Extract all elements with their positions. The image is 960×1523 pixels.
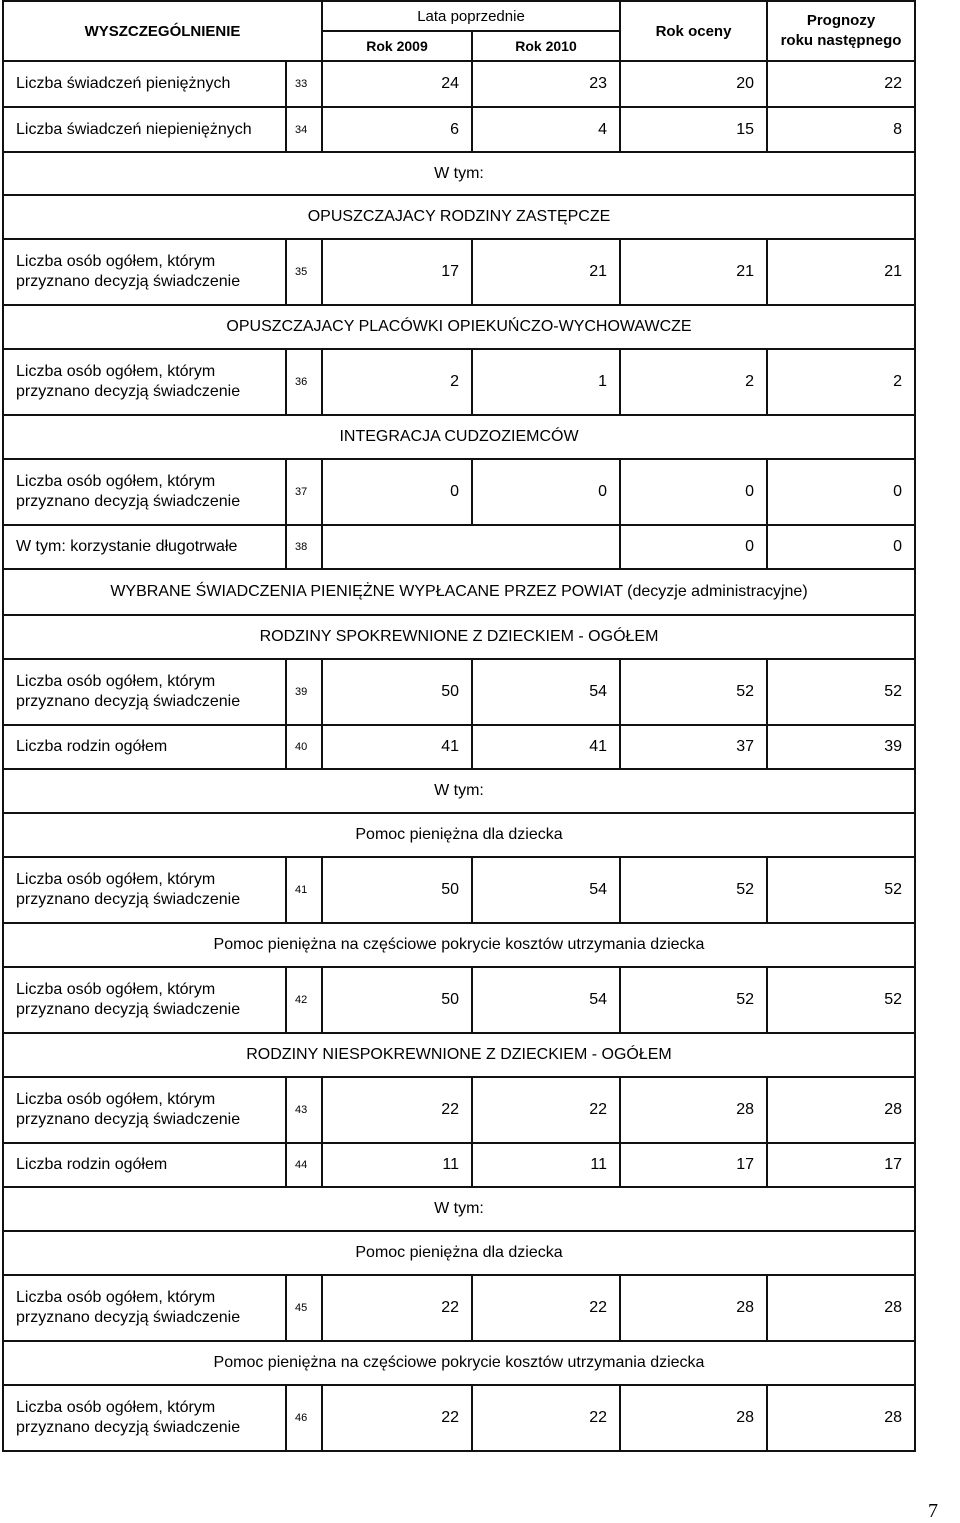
row-label bbox=[3, 1077, 286, 1143]
value-2009: 50 bbox=[322, 659, 472, 725]
table-row bbox=[3, 525, 915, 569]
value-2009: 22 bbox=[322, 1275, 472, 1341]
header-label-column: WYSZCZEGÓLNIENIE bbox=[3, 1, 322, 61]
value-2010: 22 bbox=[472, 1385, 620, 1451]
value-eval: 17 bbox=[620, 1143, 767, 1187]
table-row bbox=[3, 1385, 915, 1451]
value-2010: 54 bbox=[472, 857, 620, 923]
value-forecast: 21 bbox=[767, 239, 915, 305]
table-row bbox=[3, 1275, 915, 1341]
header-year-2009: Rok 2009 bbox=[322, 31, 472, 61]
row-label-line2: przyznano decyzją świadczenie bbox=[16, 1001, 241, 1018]
value-eval: 52 bbox=[620, 857, 767, 923]
header-forecast-line2: roku następnego bbox=[780, 32, 902, 49]
value-forecast: 39 bbox=[767, 725, 915, 769]
header-eval-year: Rok oceny bbox=[620, 1, 767, 61]
value-eval: 52 bbox=[620, 967, 767, 1033]
value-2010: 54 bbox=[472, 967, 620, 1033]
section-w-tym: W tym: bbox=[3, 769, 915, 813]
value-2010: 22 bbox=[472, 1077, 620, 1143]
row-label bbox=[3, 459, 286, 525]
value-2010: 11 bbox=[472, 1143, 620, 1187]
value-2009: 22 bbox=[322, 1385, 472, 1451]
value-2010: 0 bbox=[472, 459, 620, 525]
value-2010: 41 bbox=[472, 725, 620, 769]
row-number: 41 bbox=[286, 857, 322, 923]
table-row bbox=[3, 1077, 915, 1143]
row-number: 33 bbox=[286, 61, 322, 107]
value-forecast: 28 bbox=[767, 1077, 915, 1143]
value-2010: 21 bbox=[472, 239, 620, 305]
value-2009: 0 bbox=[322, 459, 472, 525]
section-pomoc-czesciowa: Pomoc pieniężna na częściowe pokrycie kosztów utrzymania dziecka bbox=[3, 1341, 915, 1385]
table-row bbox=[3, 967, 915, 1033]
row-label: Liczba świadczeń niepieniężnych bbox=[3, 107, 286, 152]
value-forecast: 28 bbox=[767, 1385, 915, 1451]
value-eval: 20 bbox=[620, 61, 767, 107]
row-number: 40 bbox=[286, 725, 322, 769]
value-forecast: 0 bbox=[767, 525, 915, 569]
header-prev-years: Lata poprzednie bbox=[322, 1, 620, 31]
section-opuszczajacy-rodziny: OPUSZCZAJACY RODZINY ZASTĘPCZE bbox=[3, 195, 915, 239]
row-number: 37 bbox=[286, 459, 322, 525]
value-2009: 6 bbox=[322, 107, 472, 152]
value-2009: 2 bbox=[322, 349, 472, 415]
table-row bbox=[3, 857, 915, 923]
row-label-line1: Liczba osób ogółem, którym bbox=[16, 1399, 216, 1416]
row-label-line1: Liczba osób ogółem, którym bbox=[16, 673, 216, 690]
value-forecast: 8 bbox=[767, 107, 915, 152]
row-number: 46 bbox=[286, 1385, 322, 1451]
value-eval: 52 bbox=[620, 659, 767, 725]
table-row bbox=[3, 61, 915, 107]
row-number: 42 bbox=[286, 967, 322, 1033]
row-label bbox=[3, 1275, 286, 1341]
value-forecast: 52 bbox=[767, 967, 915, 1033]
value-forecast: 0 bbox=[767, 459, 915, 525]
row-number: 38 bbox=[286, 525, 322, 569]
value-2009: 17 bbox=[322, 239, 472, 305]
table-row bbox=[3, 725, 915, 769]
value-2010: 23 bbox=[472, 61, 620, 107]
value-eval: 2 bbox=[620, 349, 767, 415]
row-label-line2: przyznano decyzją świadczenie bbox=[16, 273, 241, 290]
value-eval: 21 bbox=[620, 239, 767, 305]
header-year-2010: Rok 2010 bbox=[472, 31, 620, 61]
row-label bbox=[3, 857, 286, 923]
row-label bbox=[3, 659, 286, 725]
table-row bbox=[3, 107, 915, 152]
value-2010: 4 bbox=[472, 107, 620, 152]
row-label-line1: Liczba osób ogółem, którym bbox=[16, 871, 216, 888]
value-2009: 50 bbox=[322, 967, 472, 1033]
row-label-line1: Liczba osób ogółem, którym bbox=[16, 1091, 216, 1108]
header-forecast-line1: Prognozy bbox=[806, 12, 876, 29]
section-pomoc-dla-dziecka: Pomoc pieniężna dla dziecka bbox=[3, 1231, 915, 1275]
value-2009: 11 bbox=[322, 1143, 472, 1187]
row-number: 44 bbox=[286, 1143, 322, 1187]
row-label bbox=[3, 967, 286, 1033]
section-rodziny-spokrewnione: RODZINY SPOKREWNIONE Z DZIECKIEM - OGÓŁEM bbox=[3, 615, 915, 659]
report-table bbox=[2, 0, 916, 1452]
value-2009: 22 bbox=[322, 1077, 472, 1143]
row-number: 35 bbox=[286, 239, 322, 305]
section-w-tym: W tym: bbox=[3, 1187, 915, 1231]
row-label-line2: przyznano decyzją świadczenie bbox=[16, 383, 241, 400]
value-2009: 24 bbox=[322, 61, 472, 107]
section-pomoc-dla-dziecka: Pomoc pieniężna dla dziecka bbox=[3, 813, 915, 857]
section-rodziny-niespokrewnione: RODZINY NIESPOKREWNIONE Z DZIECKIEM - OGÓŁEM bbox=[3, 1033, 915, 1077]
row-label-line1: Liczba osób ogółem, którym bbox=[16, 1289, 216, 1306]
row-number: 39 bbox=[286, 659, 322, 725]
row-label-line1: Liczba osób ogółem, którym bbox=[16, 473, 216, 490]
value-eval: 28 bbox=[620, 1385, 767, 1451]
value-eval: 28 bbox=[620, 1077, 767, 1143]
table-row bbox=[3, 239, 915, 305]
row-label-line2: przyznano decyzją świadczenie bbox=[16, 891, 241, 908]
value-2010: 54 bbox=[472, 659, 620, 725]
row-number: 45 bbox=[286, 1275, 322, 1341]
row-number: 36 bbox=[286, 349, 322, 415]
row-label-line1: Liczba osób ogółem, którym bbox=[16, 981, 216, 998]
value-prev-years-empty bbox=[322, 525, 620, 569]
value-2009: 50 bbox=[322, 857, 472, 923]
row-label-line1: Liczba osób ogółem, którym bbox=[16, 363, 216, 380]
page-number: 7 bbox=[928, 1500, 938, 1522]
row-label-line1: Liczba osób ogółem, którym bbox=[16, 253, 216, 270]
row-label: W tym: korzystanie długotrwałe bbox=[3, 525, 286, 569]
row-number: 34 bbox=[286, 107, 322, 152]
value-forecast: 52 bbox=[767, 857, 915, 923]
row-label-line2: przyznano decyzją świadczenie bbox=[16, 1419, 241, 1436]
row-number: 43 bbox=[286, 1077, 322, 1143]
value-forecast: 22 bbox=[767, 61, 915, 107]
section-w-tym: W tym: bbox=[3, 152, 915, 195]
value-forecast: 52 bbox=[767, 659, 915, 725]
row-label bbox=[3, 239, 286, 305]
value-eval: 0 bbox=[620, 525, 767, 569]
row-label: Liczba świadczeń pieniężnych bbox=[3, 61, 286, 107]
section-integracja: INTEGRACJA CUDZOZIEMCÓW bbox=[3, 415, 915, 459]
row-label: Liczba rodzin ogółem bbox=[3, 725, 286, 769]
value-2010: 22 bbox=[472, 1275, 620, 1341]
value-2009: 41 bbox=[322, 725, 472, 769]
header-forecast bbox=[767, 1, 915, 61]
table-row bbox=[3, 659, 915, 725]
table-row bbox=[3, 349, 915, 415]
value-eval: 28 bbox=[620, 1275, 767, 1341]
section-pomoc-czesciowa: Pomoc pieniężna na częściowe pokrycie kosztów utrzymania dziecka bbox=[3, 923, 915, 967]
section-wybrane-swiadczenia: WYBRANE ŚWIADCZENIA PIENIĘŻNE WYPŁACANE PRZEZ POWIAT (decyzje administracyjne) bbox=[3, 569, 915, 615]
value-2010: 1 bbox=[472, 349, 620, 415]
row-label: Liczba rodzin ogółem bbox=[3, 1143, 286, 1187]
section-opuszczajacy-placowki: OPUSZCZAJACY PLACÓWKI OPIEKUŃCZO-WYCHOWAWCZE bbox=[3, 305, 915, 349]
value-forecast: 28 bbox=[767, 1275, 915, 1341]
row-label-line2: przyznano decyzją świadczenie bbox=[16, 693, 241, 710]
row-label bbox=[3, 1385, 286, 1451]
value-eval: 0 bbox=[620, 459, 767, 525]
row-label-line2: przyznano decyzją świadczenie bbox=[16, 493, 241, 510]
value-forecast: 2 bbox=[767, 349, 915, 415]
row-label-line2: przyznano decyzją świadczenie bbox=[16, 1111, 241, 1128]
row-label bbox=[3, 349, 286, 415]
value-forecast: 17 bbox=[767, 1143, 915, 1187]
value-eval: 15 bbox=[620, 107, 767, 152]
table-row bbox=[3, 459, 915, 525]
row-label-line2: przyznano decyzją świadczenie bbox=[16, 1309, 241, 1326]
value-eval: 37 bbox=[620, 725, 767, 769]
table-row bbox=[3, 1143, 915, 1187]
